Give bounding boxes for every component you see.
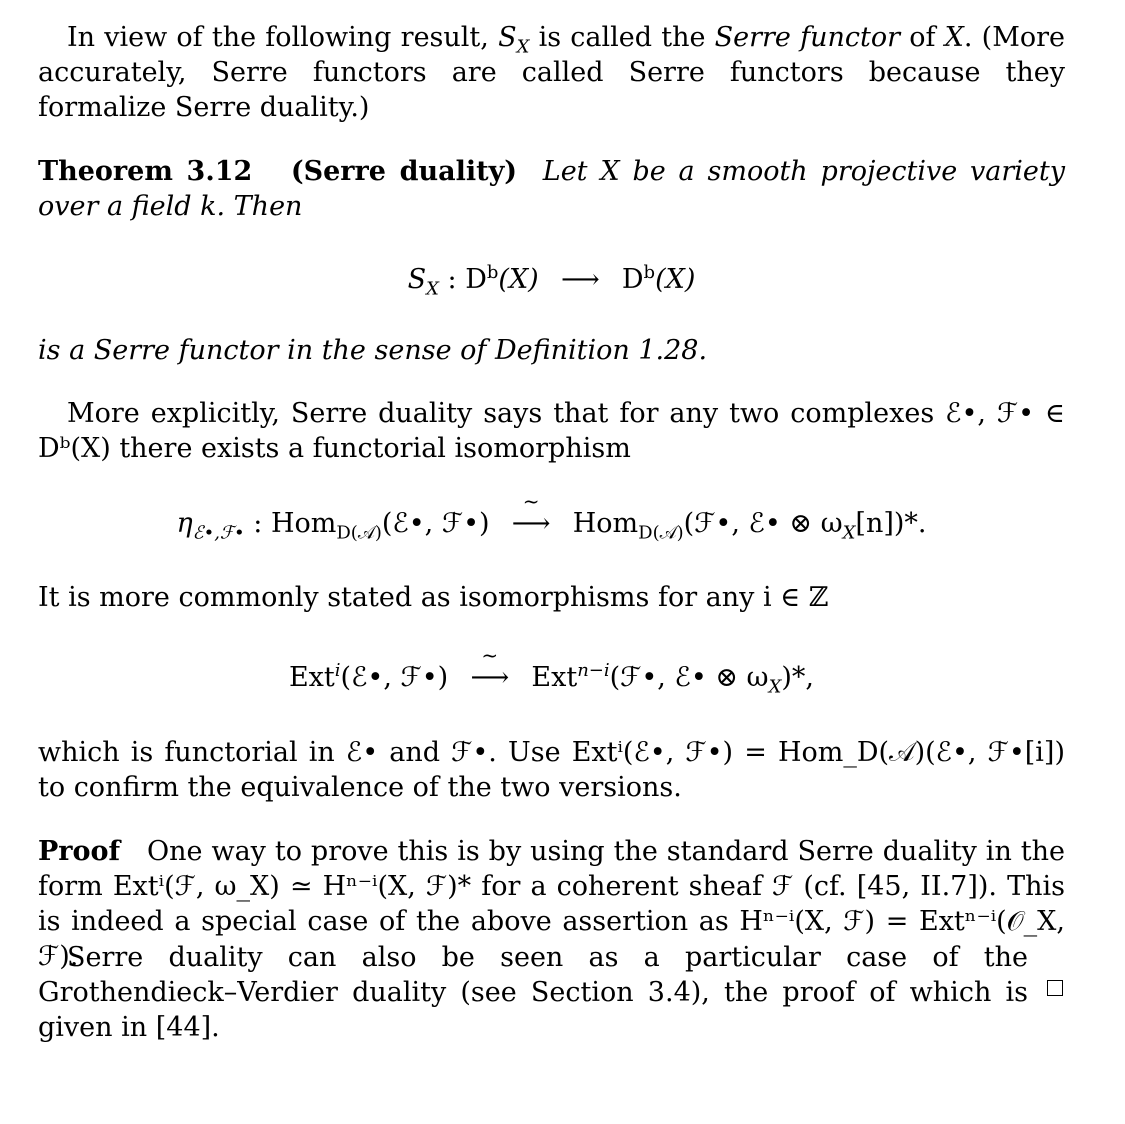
equation-ext-isomorphism: Ext$^i$(ℰ•, ℱ•) ~ ⟶ Ext$^{n-i}$(ℱ•, ℰ• ⊗ $\omega_X)*$, bbox=[288, 643, 815, 698]
equation-hom-isomorphism: $\eta_{ℰ•,ℱ•}$ : Hom$_{D(𝒜)}$(ℰ•, ℱ•) ~ ⟶ Hom$_{D(𝒜)}$(ℱ•, ℰ• ⊗ $\omega_X[n])*$. bbox=[176, 489, 927, 544]
proof-label: Proof bbox=[38, 836, 121, 867]
functorial-paragraph: which is functorial in ℰ• and ℱ•. Use Extⁱ(ℰ•, ℱ•) = Hom_D(𝒜)(ℰ•, ℱ•[i]) to confirm the equivalence of the two versions. bbox=[38, 737, 1065, 803]
arrow-icon: ⟶ bbox=[560, 264, 600, 295]
grothendieck-paragraph: Serre duality can also be seen as a particular case of the Grothendieck–Verdier duality (see Section 3.4), the proof of which is given in [44]. bbox=[38, 942, 1028, 1043]
equation-serre-functor: $S_X$ : $D^b(X)$ ⟶ $D^b(X)$ bbox=[407, 262, 696, 300]
theorem-conclusion: is a Serre functor in the sense of Definition 1.28. bbox=[38, 335, 708, 366]
serre-functor-term: Serre functor bbox=[714, 22, 901, 53]
proof-text: One way to prove this is by using the standard Serre duality in the form Extⁱ(ℱ, ω_X) ≃ Hⁿ⁻ⁱ(X, ℱ)* for a coherent sheaf ℱ (cf. [45, II.7]). This is indeed a special case of the above assertion as Hⁿ⁻ⁱ(X, ℱ) = Extⁿ⁻ⁱ(𝒪_X, ℱ). bbox=[38, 836, 1065, 972]
intro-paragraph: In view of the following result, $S_X$ is called the Serre functor of X. (More accurately, Serre functors are called Serre functors because they formalize Serre duality.) bbox=[38, 22, 1065, 123]
iso-arrow-icon: ~ ⟶ bbox=[511, 489, 551, 539]
iso-arrow-icon: ~ ⟶ bbox=[470, 643, 510, 693]
theorem-statement bbox=[38, 154, 1065, 224]
common-statement: It is more commonly stated as isomorphisms for any i ∈ ℤ bbox=[38, 582, 829, 613]
theorem-label: Theorem 3.12 bbox=[38, 156, 253, 187]
explicit-paragraph: More explicitly, Serre duality says that for any two complexes ℰ•, ℱ• ∈ Dᵇ(X) there exists a functorial isomorphism bbox=[38, 398, 1065, 464]
theorem-name: (Serre duality) bbox=[290, 156, 518, 187]
theorem-text: Let X be a smooth projective variety over a field k. Then bbox=[38, 156, 1066, 222]
qed-box-icon bbox=[1047, 980, 1063, 996]
